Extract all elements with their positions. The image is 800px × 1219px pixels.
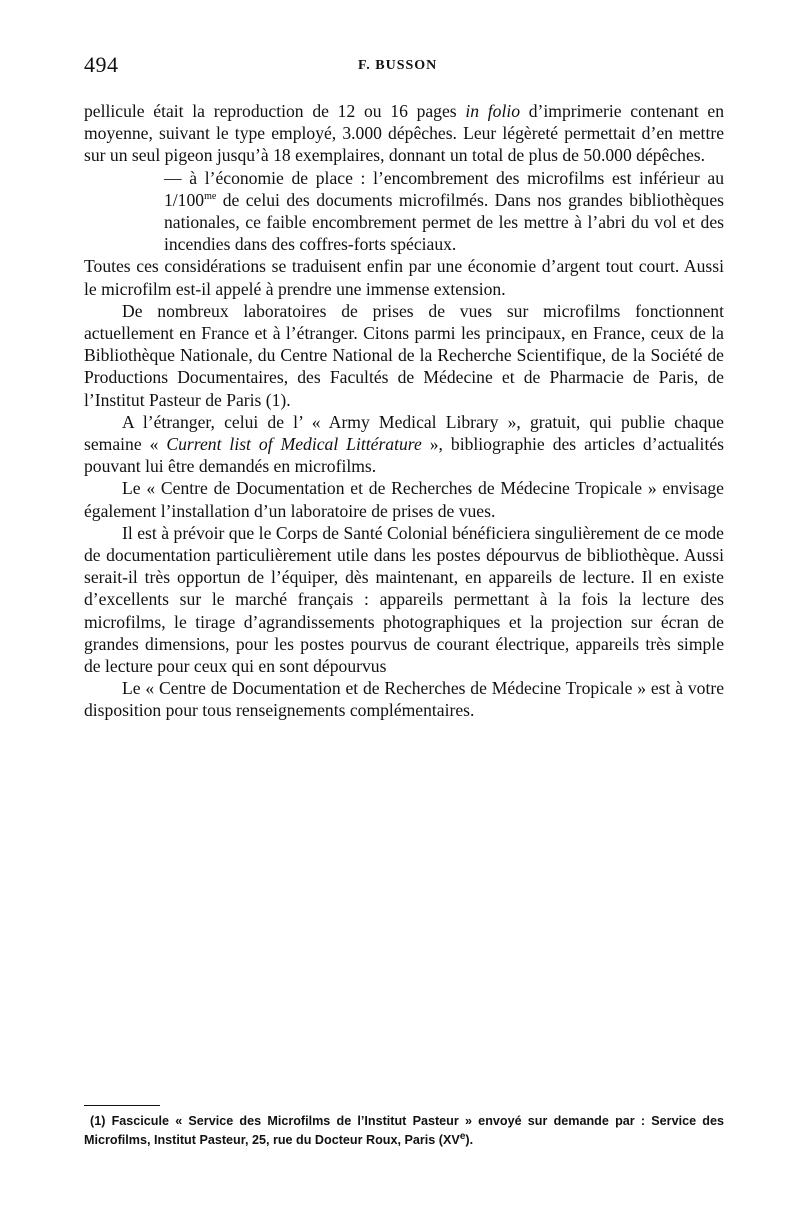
footnote-end: ). xyxy=(465,1133,474,1147)
paragraph-laboratories xyxy=(84,300,724,411)
footnote xyxy=(84,1112,724,1150)
paragraph-economy xyxy=(84,255,724,299)
footnote-divider xyxy=(84,1105,160,1106)
paragraph-abroad-text-b: », bibliographie des articles d’actualités pouvant lui être demandés en microfilms. xyxy=(84,434,724,477)
paragraph-pigeon-text: pellicule était la reproduction de 12 ou 16 pages xyxy=(84,101,466,121)
paragraph-abroad-text-a: A l’étranger, celui de l’ « Army Medical Library », gratuit, qui publie chaque semaine « xyxy=(84,411,724,455)
running-head: F. BUSSON xyxy=(358,58,438,73)
quote-superscript: me xyxy=(204,190,217,202)
italic-in-folio: in folio xyxy=(465,101,521,121)
quote-text-b: de celui des documents microfilmés. Dans nos grandes bibliothèques nationales, ce faible encombrement permet de les mettre à l’abri du vol et des incendies dans des coffres-forts spéciaux. xyxy=(164,189,724,255)
paragraph-pigeon-rest: d’imprimerie contenant en moyenne, suivant le type employé, 3.000 dépêches. Leur légèreté permettait d’en mettre sur un seul pigeon jusqu’à 18 exemplaires, donnant un total de plus de 50.000 dépêches. xyxy=(84,101,725,166)
paragraph-centre-lab-text: Le « Centre de Documentation et de Recherches de Médecine Tropicale » envisage également l’installation d’un laboratoire de prises de vues. xyxy=(84,478,724,521)
paragraph-colonial-health-text: Il est à prévoir que le Corps de Santé Colonial bénéficiera singulièrement de ce mode de documentation particulièrement utile dans les postes dépourvus de bibliothèque. Aussi serait-il très opportun de l’équiper, dès maintenant, en appareils de lecture. Il en existe d’excellents sur le marché français : appareils permettant à la fois la lecture des microfilms, le tirage d’agrandissements photographiques et la projection sur écran de grandes dimensions, pour les postes pourvus de courant électrique, appareils très simple de lecture pour ceux qui en sont dépourvus xyxy=(84,522,724,677)
quote-economy-of-space xyxy=(164,167,724,256)
paragraph-centre-disposal xyxy=(84,677,724,721)
footnote-text xyxy=(84,1112,724,1150)
paragraph-abroad xyxy=(84,411,724,478)
footnote-superscript: e xyxy=(459,1130,466,1142)
italic-current-list: Current list of Medical Littérature xyxy=(166,434,422,455)
footnote-body: (1) Fascicule « Service des Microfilms de l’Institut Pasteur » envoyé sur demande par : Service des Microfilms, Institut Pasteur, 25, rue du Docteur Roux, Paris (XV xyxy=(84,1114,724,1147)
paragraph-colonial-health xyxy=(84,522,724,677)
body-text xyxy=(84,100,724,722)
paragraph-pigeon xyxy=(84,100,724,167)
quote-text-a: — à l’économie de place : l’encombrement des microfilms est inférieur au 1/100 xyxy=(164,167,724,210)
paragraph-economy-text: Toutes ces considérations se traduisent enfin par une économie d’argent tout court. Aussi le microfilm est-il appelé à prendre une immense extension. xyxy=(84,256,724,299)
paragraph-centre-disposal-text: Le « Centre de Documentation et de Recherches de Médecine Tropicale » est à votre disposition pour tous renseignements complémentaires. xyxy=(84,678,724,721)
paragraph-laboratories-text: De nombreux laboratoires de prises de vues sur microfilms fonctionnent actuellement en France et à l’étranger. Citons parmi les principaux, en France, ceux de la Bibliothèque Nationale, du Centre National de la Recherche Scientifique, de la Société de Productions Documentaires, des Facultés de Médecine et de Pharmacie de Paris, de l’Institut Pasteur de Paris (1). xyxy=(84,300,724,410)
page-header xyxy=(84,52,724,82)
paragraph-centre-lab xyxy=(84,477,724,521)
page-number: 494 xyxy=(84,52,119,77)
